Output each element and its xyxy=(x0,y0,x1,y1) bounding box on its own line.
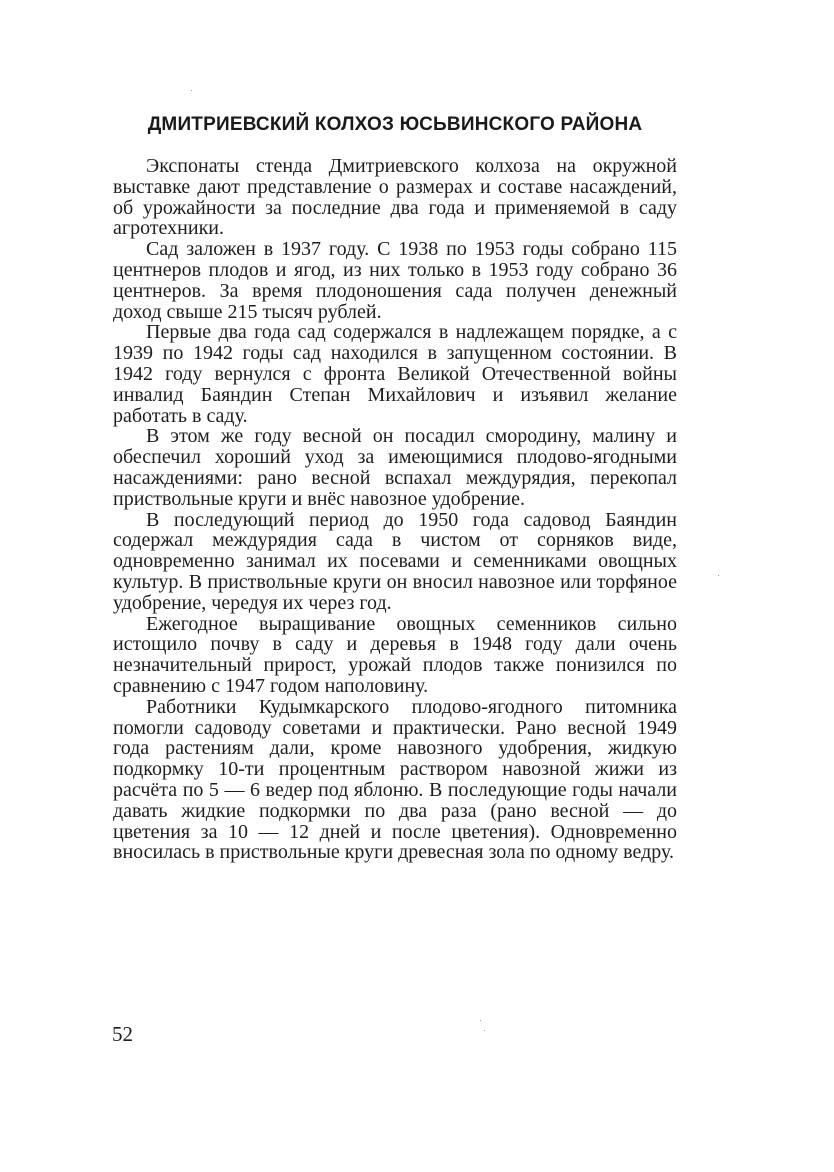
paragraph: В последующий период до 1950 года садовод Баяндин содержал междурядия сада в чистом от сорняков виде, одновременно занимал их посевами и семенниками овощных культур. В приствольные круги он вносил навозное или торфяное удобрение, чередуя их через год. xyxy=(113,508,677,614)
print-speck xyxy=(484,1030,485,1031)
print-speck xyxy=(191,90,192,91)
body-text xyxy=(113,156,677,863)
paragraph: Работники Кудымкарского плодово-ягодного питомника помогли садоводу советами и практически. Рано весной 1949 года растениям дали, кроме навозного удобрения, жидкую подкормку 10-ти процентным раствором навозной жижи из расчёта по 5 — 6 ведер под яблоню. В последующие годы начали давать жидкие подкормки по два раза (рано весной — до цветения за 10 — 12 дней и после цветения). Одновременно вносилась в приствольные круги древесная зола по одному ведру. xyxy=(113,695,677,864)
paragraph: В этом же году весной он посадил смородину, малину и обеспечил хороший уход за имеющимися плодово-ягодными насаждениями: рано весной вспахал междурядия, перекопал приствольные круги и внёс навозное удобрение. xyxy=(113,425,677,510)
paragraph: Сад заложен в 1937 году. С 1938 по 1953 годы собрано 115 центнеров плодов и ягод, из них только в 1953 году собрано 36 центнеров. За время плодоношения сада получен денежный доход свыше 215 тысяч рублей. xyxy=(113,238,677,323)
section-heading: ДМИТРИЕВСКИЙ КОЛХОЗ ЮСЬВИНСКОГО РАЙОНА xyxy=(147,114,643,135)
paragraph: Первые два года сад содержался в надлежащем порядке, а с 1939 по 1942 годы сад находился в запущенном состоянии. В 1942 году вернулся с фронта Великой Отечественной войны инвалид Баяндин Степан Михайлович и изъявил желание работать в саду. xyxy=(113,321,677,427)
paragraph: Ежегодное выращивание овощных семенников сильно истощило почву в саду и деревья в 1948 году дали очень незначительный прирост, урожай плодов также понизился по сравнению с 1947 годом наполовину. xyxy=(113,612,677,697)
page-number: 52 xyxy=(112,1022,133,1046)
print-speck xyxy=(480,1020,481,1021)
print-speck xyxy=(718,575,719,576)
paragraph: Экспонаты стенда Дмитриевского колхоза на окружной выставке дают представление о размерах и составе насаждений, об урожайности за последние два года и применяемой в саду агротехники. xyxy=(113,155,677,240)
